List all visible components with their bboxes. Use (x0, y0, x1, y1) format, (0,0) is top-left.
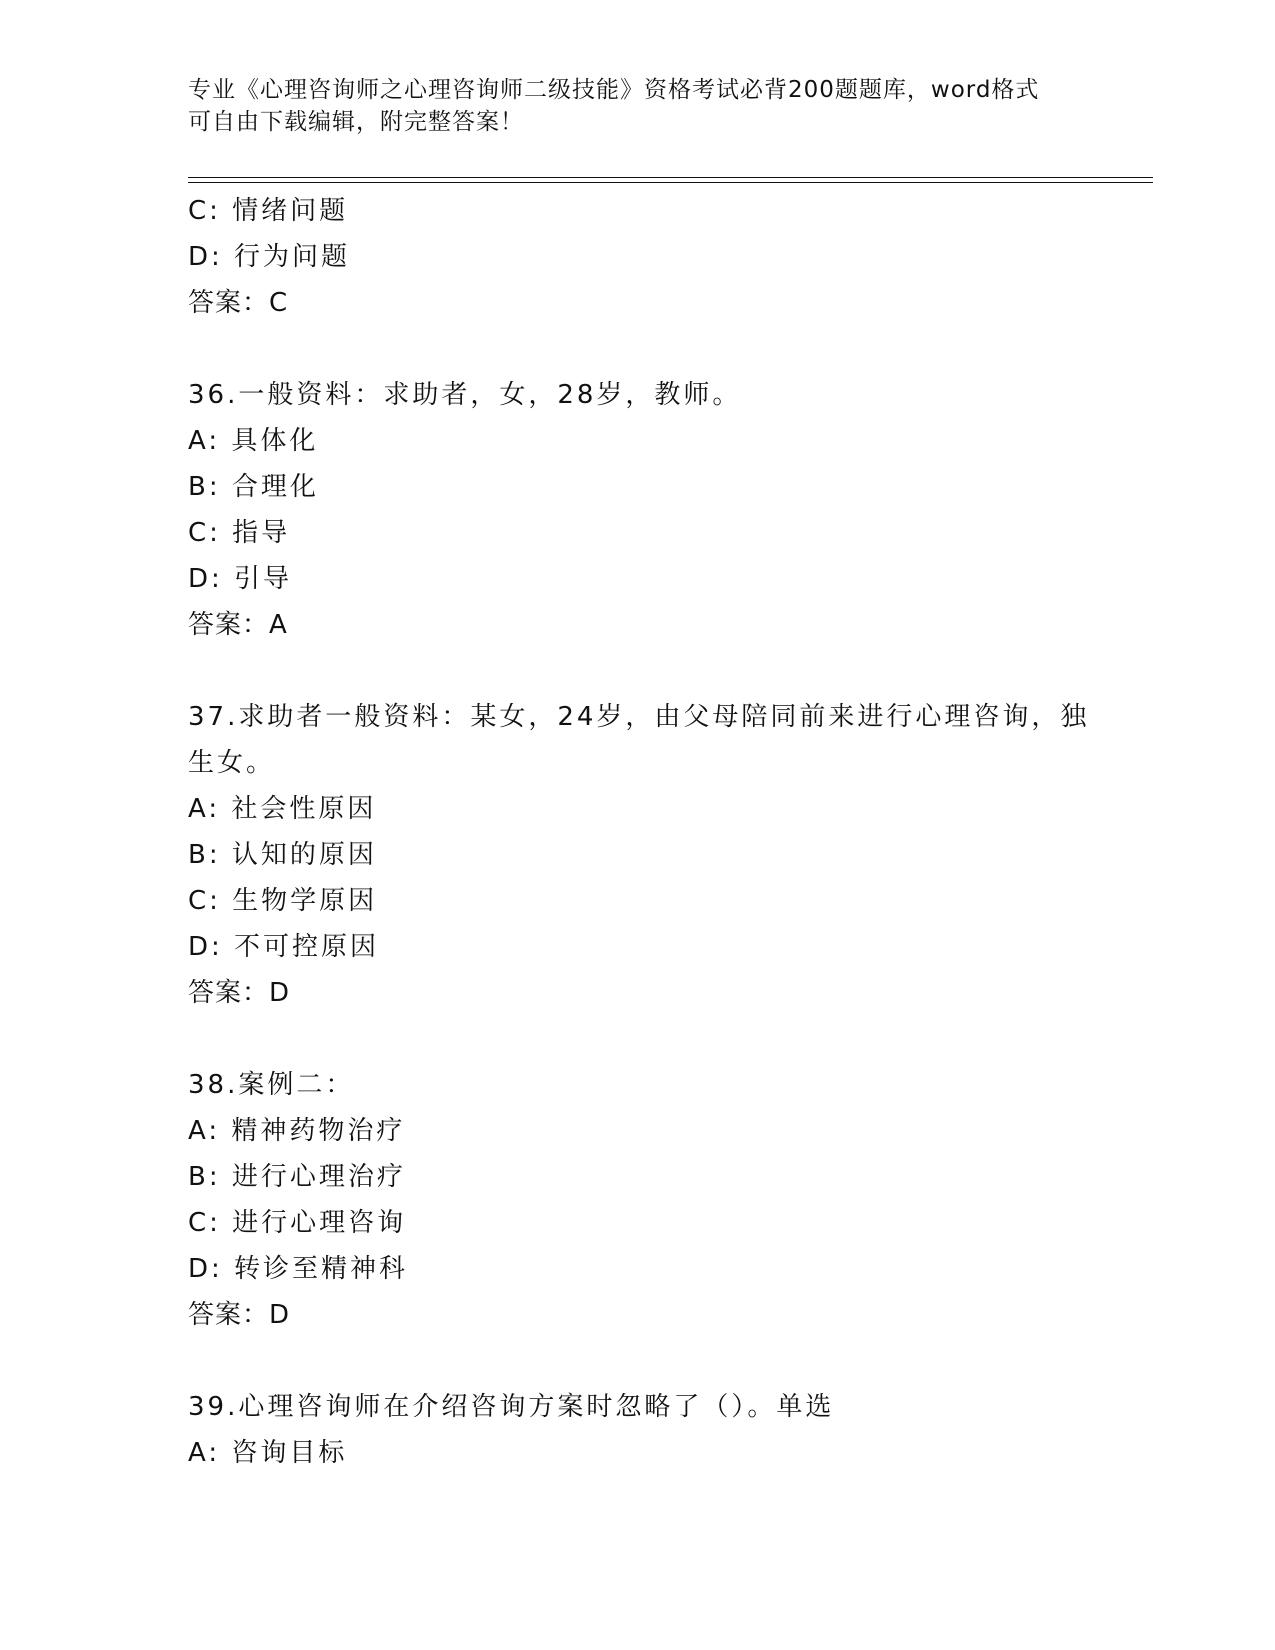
option-c: C: 指导 (188, 518, 291, 548)
question-stem-37-line-2: 生女。 (188, 748, 276, 778)
header-line-1: 专业《心理咨询师之心理咨询师二级技能》资格考试必背200题题库，word格式 (188, 77, 1040, 103)
option-b: B: 合理化 (188, 472, 319, 502)
document-header (188, 74, 1088, 138)
option-b: B: 认知的原因 (188, 840, 377, 870)
header-line-2: 可自由下载编辑，附完整答案！ (188, 109, 524, 135)
answer-line: 答案：A (188, 610, 288, 640)
header-rule-bottom (188, 182, 1153, 183)
option-d: D: 不可控原因 (188, 932, 380, 962)
option-a: A: 精神药物治疗 (188, 1116, 406, 1146)
option-d: D: 行为问题 (188, 242, 351, 272)
option-a: A: 具体化 (188, 426, 319, 456)
option-d: D: 引导 (188, 564, 293, 594)
option-b: B: 进行心理治疗 (188, 1162, 406, 1192)
option-d: D: 转诊至精神科 (188, 1254, 409, 1284)
answer-line: 答案：D (188, 978, 291, 1008)
answer-line: 答案：C (188, 288, 289, 318)
question-stem-36: 36.一般资料：求助者，女，28岁，教师。 (188, 380, 742, 410)
spacer (188, 326, 1088, 372)
question-stem-39: 39.心理咨询师在介绍咨询方案时忽略了（）。单选 (188, 1392, 835, 1422)
question-stem-38: 38.案例二： (188, 1070, 355, 1100)
option-a: A: 社会性原因 (188, 794, 377, 824)
header-rule-top (188, 177, 1153, 178)
option-a: A: 咨询目标 (188, 1438, 348, 1468)
question-content (188, 188, 1088, 1476)
spacer (188, 1016, 1088, 1062)
option-c: C: 情绪问题 (188, 196, 349, 226)
option-c: C: 生物学原因 (188, 886, 378, 916)
spacer (188, 1338, 1088, 1384)
option-c: C: 进行心理咨询 (188, 1208, 407, 1238)
spacer (188, 648, 1088, 694)
question-stem-37-line-1: 37.求助者一般资料：某女，24岁，由父母陪同前来进行心理咨询，独 (188, 702, 1090, 732)
answer-line: 答案：D (188, 1300, 291, 1330)
